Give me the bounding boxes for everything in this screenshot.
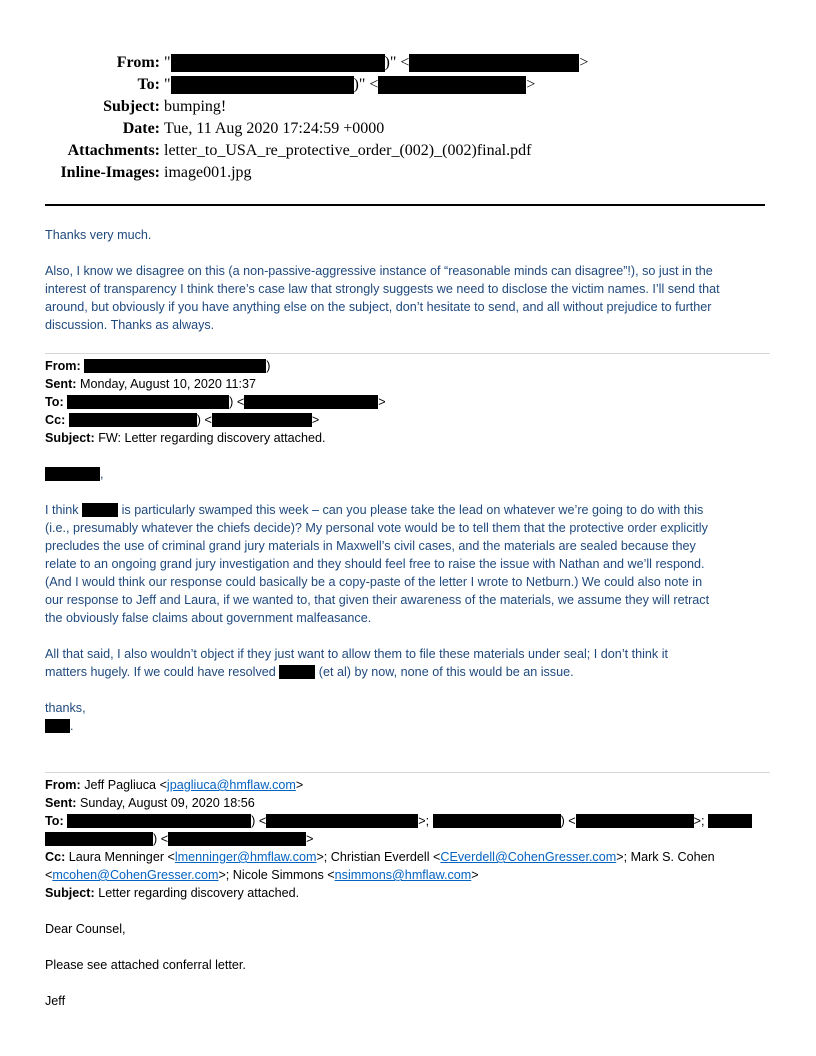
fwd2-cc-row-cont: <mcohen@CohenGresser.com>; Nicole Simmons <nsimmons@hmflaw.com> <box>45 868 479 882</box>
redaction <box>244 395 378 409</box>
fwd2-to-row-cont: ) < > <box>45 830 770 848</box>
fwd2-greeting: Dear Counsel, <box>45 922 126 936</box>
message-separator <box>45 353 770 354</box>
header-from-value: " )" < > <box>164 54 589 71</box>
reply-paragraph: Also, I know we disagree on this (a non-passive-aggressive instance of “reasonable minds can disagree”!), so just in the interest of transparency I think there’s case law that strongly suggests we need to disclose the victim names. I’ll send that around, but obviously if you have anything else on the subject, don’t hesitate to send, and all without prejudice to further discussion. Thanks as always. <box>45 264 720 332</box>
redaction <box>266 814 418 828</box>
fwd2-body: Please see attached conferral letter. <box>45 958 246 972</box>
email-link[interactable]: nsimmons@hmflaw.com <box>334 868 472 882</box>
header-date-value: Tue, 11 Aug 2020 17:24:59 +0000 <box>164 120 385 137</box>
attachment-filename[interactable]: letter_to_USA_re_protective_order_(002)_(002)final.pdf <box>164 142 532 159</box>
header-to-value: " )" < > <box>164 76 536 93</box>
header-from-label: From: <box>116 54 160 71</box>
fwd1-from-row: From: ) <box>45 359 271 373</box>
redaction <box>378 76 526 94</box>
fwd1-to-row: To: ) < > <box>45 395 386 409</box>
redaction <box>168 832 306 846</box>
header-to-label: To: <box>137 76 160 93</box>
header-from-row <box>0 52 816 74</box>
reply-thanks: Thanks very much. <box>45 228 152 242</box>
inline-image-filename[interactable]: image001.jpg <box>164 164 252 181</box>
header-date-row <box>0 118 816 140</box>
header-subject-row <box>0 96 816 118</box>
fwd2-to-row: To: ) < >; ) < >; <box>45 812 770 830</box>
redaction <box>409 54 579 72</box>
redaction <box>171 54 385 72</box>
email-link[interactable]: lmenninger@hmflaw.com <box>174 850 317 864</box>
fwd1-paragraph-1: I think is particularly swamped this week – can you please take the lead on whatever we’re going to do with this (i.e., presumably whatever the chiefs decide)? My personal vote would be to tell them that the protective order explicitly precludes the use of criminal grand jury materials in Maxwell’s civil cases, and the materials are sealed because they relate to an ongoing grand jury investigation and they should feel free to raise the issue with Nathan and we’ll respond. (And I would think our response could basically be a copy-paste of the letter I wrote to Netburn.) We could also note in our response to Jeff and Laura, if we wanted to, that given their awareness of the materials, we assume they will retract the obviously false claims about government malfeasance. <box>45 503 710 625</box>
redaction <box>84 359 266 373</box>
fwd2-sent-row: Sent: Sunday, August 09, 2020 18:56 <box>45 796 255 810</box>
redaction <box>67 814 251 828</box>
header-inline-images-row <box>0 162 816 184</box>
header-subject-value: bumping! <box>164 98 227 115</box>
redaction <box>45 719 70 733</box>
header-subject-label: Subject: <box>103 98 160 115</box>
fwd1-paragraph-2: All that said, I also wouldn’t object if they just want to allow them to file these materials under seal; I don’t think it matters hugely. If we could have resolved (et al) by now, none of this would be an issue. <box>45 647 669 679</box>
email-link[interactable]: mcohen@CohenGresser.com <box>52 868 219 882</box>
redaction <box>45 467 100 481</box>
redaction <box>171 76 354 94</box>
header-date-label: Date: <box>122 120 160 137</box>
redaction <box>67 395 229 409</box>
fwd1-subject-row: Subject: FW: Letter regarding discovery attached. <box>45 431 326 445</box>
fwd1-signoff: thanks, . <box>45 701 86 733</box>
email-link[interactable]: CEverdell@CohenGresser.com <box>440 850 617 864</box>
header-to-row <box>0 74 816 96</box>
email-header <box>0 52 816 184</box>
fwd1-cc-row: Cc: ) < > <box>45 413 320 427</box>
fwd2-subject-row: Subject: Letter regarding discovery attached. <box>45 886 300 900</box>
redaction <box>576 814 694 828</box>
fwd2-cc-row: Cc: Laura Menninger <lmenninger@hmflaw.com>; Christian Everdell <CEverdell@CohenGresser.com>; Mark S. Cohen <box>45 850 715 864</box>
redaction <box>708 814 752 828</box>
redaction <box>69 413 197 427</box>
fwd1-header <box>45 357 770 447</box>
redaction <box>82 503 118 517</box>
header-attachments-label: Attachments: <box>67 142 160 159</box>
message-separator <box>45 772 770 773</box>
redaction <box>279 665 315 679</box>
redaction <box>212 413 312 427</box>
header-attachments-row <box>0 140 816 162</box>
fwd1-salutation: , <box>45 465 770 483</box>
email-link[interactable]: jpagliuca@hmflaw.com <box>166 778 296 792</box>
redaction <box>45 832 153 846</box>
header-inline-images-label: Inline-Images: <box>60 164 160 181</box>
fwd1-sent-row: Sent: Monday, August 10, 2020 11:37 <box>45 377 256 391</box>
redaction <box>433 814 561 828</box>
fwd2-signature: Jeff <box>45 994 66 1008</box>
header-divider <box>45 204 765 206</box>
fwd2-header <box>45 776 770 902</box>
fwd2-from-row: From: Jeff Pagliuca <jpagliuca@hmflaw.com> <box>45 778 304 792</box>
